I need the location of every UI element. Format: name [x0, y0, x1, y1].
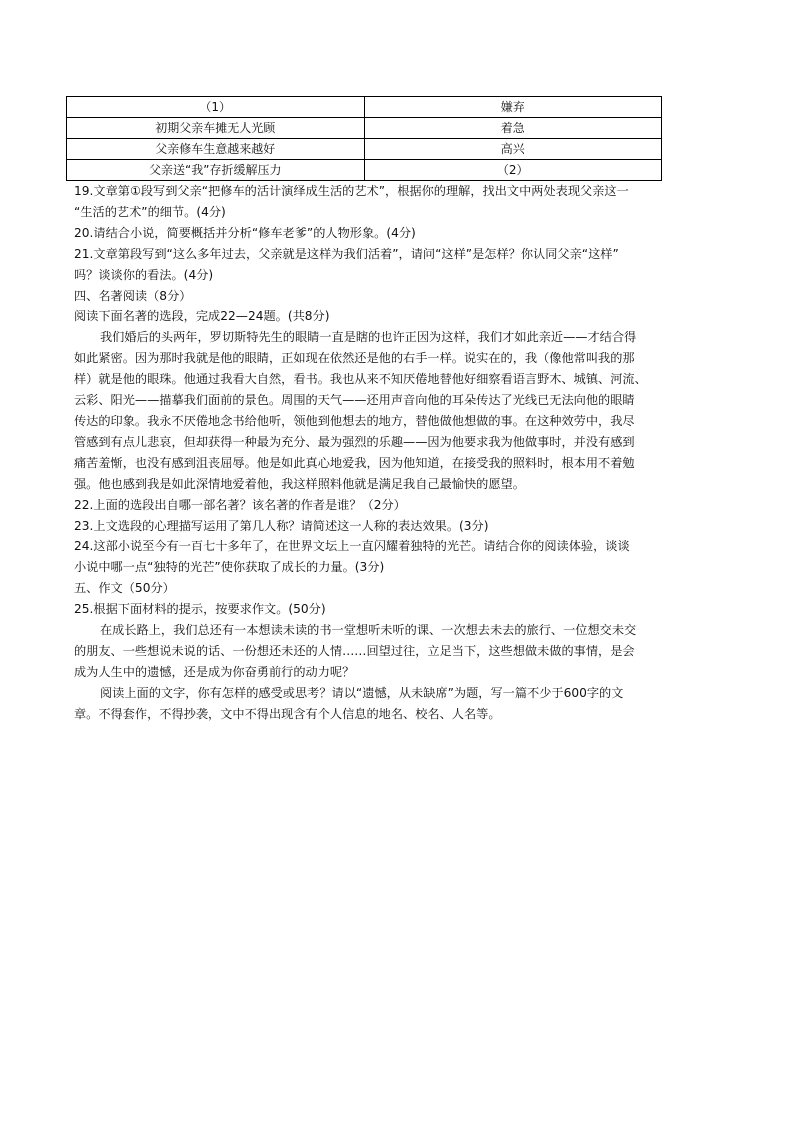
exam-page — [74, 96, 724, 725]
question-24-cont: 小说中哪一点“独特的光芒”使你获取了成长的力量。(3分) — [74, 560, 385, 575]
essay-requirement: 章。不得套作，不得抄袭，文中不得出现含有个人信息的地名、校名、人名等。 — [74, 706, 501, 721]
question-24: 24.这部小说至今有一百七十多年了，在世界文坛上一直闪耀着独特的光芒。请结合你的阅读体验，谈谈 — [74, 539, 630, 554]
question-23: 23.上文选段的心理描写运用了第几人称？请简述这一人称的表达效果。(3分) — [74, 518, 489, 533]
table-cell: （2） — [364, 160, 662, 181]
passage-line: 管感到有点儿悲哀，但却获得一种最为充分、最为强烈的乐趣——因为他要求我为他做事时，并没有感到 — [74, 434, 635, 449]
question-21: 21.文章第段写到“这么多年过去，父亲就是这样为我们活着”，请问“这样”是怎样？你认同父亲“这样” — [74, 246, 619, 261]
section-heading-classics: 四、名著阅读（8分） — [74, 288, 192, 303]
question-22: 22.上面的选段出自哪一部名著？该名著的作者是谁？（2分） — [74, 497, 406, 512]
question-21-cont: 吗？谈谈你的看法。(4分) — [74, 267, 214, 282]
table-cell: 父亲送“我”存折缓解压力 — [67, 160, 365, 181]
passage-line: 我们婚后的头两年，罗切斯特先生的眼睛一直是瞎的也许正因为这样，我们才如此亲近——才结合得 — [100, 330, 637, 345]
question-19-cont: “生活的艺术”的细节。(4分) — [74, 204, 226, 219]
passage-line: 如此紧密。因为那时我就是他的眼睛，正如现在依然还是他的右手一样。说实在的，我（像他常叫我的那 — [74, 351, 635, 366]
table-cell: 高兴 — [364, 139, 662, 160]
classics-instruction: 阅读下面名著的选段，完成22—24题。(共8分) — [74, 309, 330, 324]
question-25: 25.根据下面材料的提示，按要求作文。(50分) — [74, 602, 326, 617]
table-cell: （1） — [67, 97, 365, 118]
table-cell: 父亲修车生意越来越好 — [67, 139, 365, 160]
question-20: 20.请结合小说，简要概括并分析“修车老爹”的人物形象。(4分) — [74, 225, 416, 240]
passage-line: 传达的印象。我永不厌倦地念书给他听，领他到他想去的地方，替他做他想做的事。在这种效劳中，我尽 — [74, 413, 635, 428]
answer-table — [66, 96, 662, 181]
passage-line: 痛苦羞惭，也没有感到沮丧屈辱。他是如此真心地爱我，因为他知道，在接受我的照料时，根本用不着勉 — [74, 455, 635, 470]
passage-line: 强。他也感到我是如此深情地爱着他，我这样照料他就是满足我自己最愉快的愿望。 — [74, 476, 525, 491]
essay-requirement: 阅读上面的文字，你有怎样的感受或思考？请以“遗憾，从未缺席”为题，写一篇不少于600字的文 — [100, 685, 624, 700]
section-heading-essay: 五、作文（50分） — [74, 581, 175, 596]
table-cell: 嫌弃 — [364, 97, 662, 118]
table-cell: 着急 — [364, 118, 662, 139]
material-line: 成为人生中的遗憾，还是成为你奋勇前行的动力呢？ — [74, 664, 355, 679]
table-row — [67, 139, 662, 160]
table-row — [67, 97, 662, 118]
question-19: 19.文章第①段写到父亲“把修车的活计演绎成生活的艺术”，根据你的理解，找出文中两处表现父亲这一 — [74, 184, 629, 198]
table-row — [67, 160, 662, 181]
table-cell: 初期父亲车摊无人光顾 — [67, 118, 365, 139]
material-line: 在成长路上，我们总还有一本想读未读的书一堂想听未听的课、一次想去未去的旅行、一位想交未交 — [100, 623, 637, 638]
passage-line: 云彩、阳光——描摹我们面前的景色。周围的天气——还用声音向他的耳朵传达了光线已无法向他的眼睛 — [74, 393, 635, 408]
table-row — [67, 118, 662, 139]
material-line: 的朋友、一些想说未说的话、一份想还未还的人情……回望过往，立足当下，这些想做未做的事情，是会 — [74, 643, 635, 658]
passage-line: 样）就是他的眼珠。他通过我看大自然，看书。我也从来不知厌倦地替他好细察看语言野木、城镇、河流、 — [74, 372, 647, 387]
